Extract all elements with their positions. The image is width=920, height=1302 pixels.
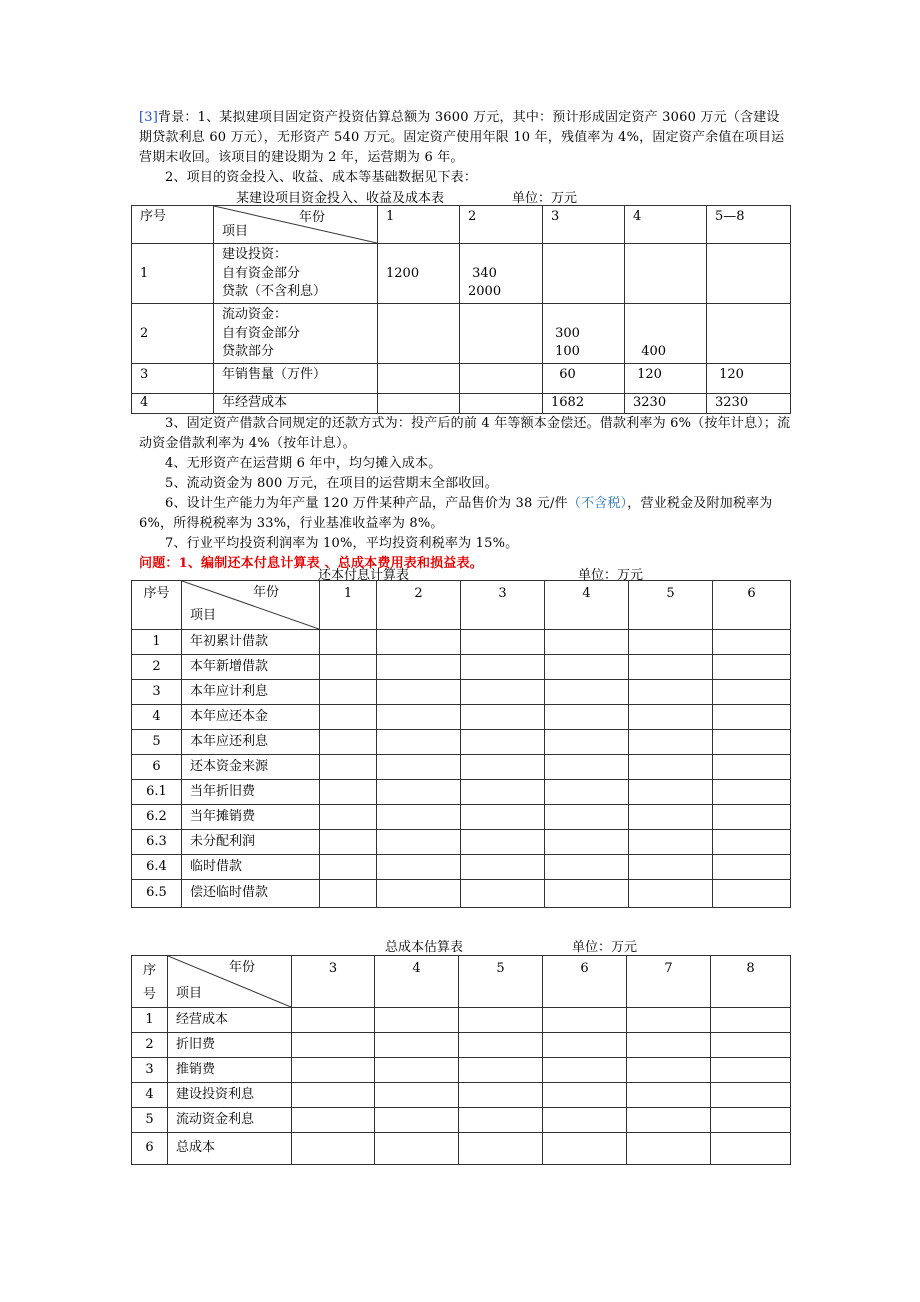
- value-cell[interactable]: [713, 630, 791, 655]
- value-cell[interactable]: [461, 805, 545, 830]
- value-cell[interactable]: [320, 705, 377, 730]
- question: 问题：1、编制还本付息计算表 、总成本费用表和损益表。: [139, 556, 483, 571]
- table-row: [132, 830, 791, 855]
- table-header-row: [132, 206, 791, 244]
- row-seq: 2: [132, 655, 182, 680]
- row-seq: 3: [132, 1058, 168, 1083]
- value-cell[interactable]: [320, 880, 377, 908]
- value-cell: [378, 364, 460, 394]
- value-cell[interactable]: [545, 730, 629, 755]
- header-year: 3: [292, 956, 375, 1008]
- table-row: [132, 805, 791, 830]
- value-cell: 3230: [707, 394, 791, 414]
- row-item: 年销售量（万件）: [214, 364, 378, 394]
- table-row: [132, 304, 791, 364]
- value-cell[interactable]: [629, 655, 713, 680]
- note-3: 3、固定资产借款合同规定的还款方式为：投产后的前 4 年等额本金偿还。借款利率为 6%（按年计息）；流动资金借款利率为 4%（按年计息）。: [139, 416, 791, 451]
- value-cell[interactable]: [459, 1133, 543, 1165]
- table1-title: 某建设项目资金投入、收益及成本表: [236, 191, 445, 206]
- value-cell[interactable]: [461, 630, 545, 655]
- value-cell[interactable]: [377, 630, 461, 655]
- header-seq: 序号: [132, 206, 214, 244]
- value-cell[interactable]: [320, 780, 377, 805]
- value-cell[interactable]: [377, 830, 461, 855]
- row-item: [214, 244, 378, 304]
- value-cell[interactable]: [459, 1083, 543, 1108]
- row-item: 年经营成本: [214, 394, 378, 414]
- note-6-text: 6、设计生产能力为年产量 120 万件某种产品，产品售价为 38 元/件: [165, 496, 568, 511]
- value-cell[interactable]: [545, 705, 629, 730]
- header-item-label: 项目: [190, 607, 217, 623]
- value-cell[interactable]: [629, 805, 713, 830]
- value-cell: 1682: [543, 394, 625, 414]
- value-cell: 300 100: [543, 304, 625, 364]
- row-item: 当年折旧费: [182, 780, 320, 805]
- table-row: [132, 394, 791, 414]
- value-cell[interactable]: [377, 805, 461, 830]
- value-cell: 60: [543, 364, 625, 394]
- value-cell: 1200: [378, 244, 460, 304]
- table3-title: 总成本估算表: [385, 940, 464, 955]
- table-row: [132, 1108, 791, 1133]
- background-paragraph: [139, 108, 791, 168]
- row-seq: 4: [132, 394, 214, 414]
- row-item: 本年应计利息: [182, 680, 320, 705]
- header-year-label: 年份: [298, 210, 325, 225]
- value-cell[interactable]: [375, 1008, 459, 1033]
- row-item: 临时借款: [182, 855, 320, 880]
- value-cell[interactable]: [713, 655, 791, 680]
- header-year: 7: [627, 956, 711, 1008]
- value-cell[interactable]: [292, 1108, 375, 1133]
- value-cell[interactable]: [320, 855, 377, 880]
- header-year: 4: [545, 581, 629, 630]
- row-seq: 1: [132, 1008, 168, 1033]
- value-cell[interactable]: [713, 755, 791, 780]
- value-cell[interactable]: [375, 1133, 459, 1165]
- background-item-1: 1、某拟建项目固定资产投资估算总额为 3600 万元，其中：预计形成固定资产 3060 万元（含建设期贷款利息 60 万元），无形资产 540 万元。固定资产使用年限 10 年，残值率为 4%，固定资产余值在项目运营期末收回。该项目的建设期为 2 年，运营期为 6 年。: [139, 110, 785, 165]
- value-cell: [378, 394, 460, 414]
- note-6: [139, 494, 791, 534]
- table-row: [132, 780, 791, 805]
- row-item: 推销费: [168, 1058, 292, 1083]
- header-item-label: 项目: [176, 985, 203, 1001]
- row-item: 流动资金利息: [168, 1108, 292, 1133]
- value-cell[interactable]: [292, 1058, 375, 1083]
- value-cell[interactable]: [545, 880, 629, 908]
- value-cell: [543, 244, 625, 304]
- value-cell[interactable]: [713, 730, 791, 755]
- value-cell: [460, 304, 543, 364]
- row-seq: 5: [132, 730, 182, 755]
- value-cell[interactable]: [320, 730, 377, 755]
- value-cell: 120: [707, 364, 791, 394]
- value-cell[interactable]: [543, 1083, 627, 1108]
- background-label: 背景：: [158, 110, 198, 125]
- value-cell[interactable]: [459, 1108, 543, 1133]
- row-seq: 1: [132, 244, 214, 304]
- value-cell[interactable]: [711, 1133, 791, 1165]
- row-seq: 6.2: [132, 805, 182, 830]
- value-cell[interactable]: [461, 705, 545, 730]
- table-row: [132, 244, 791, 304]
- value-cell[interactable]: [459, 1033, 543, 1058]
- value-cell: 120: [625, 364, 707, 394]
- value-cell[interactable]: [545, 780, 629, 805]
- row-item: 总成本: [168, 1133, 292, 1165]
- value-cell[interactable]: [545, 755, 629, 780]
- item-line: 自有资金部分: [222, 265, 301, 281]
- row-seq: 3: [132, 364, 214, 394]
- repayment-table: [131, 580, 791, 908]
- value-cell[interactable]: [320, 680, 377, 705]
- header-year: 2: [377, 581, 461, 630]
- table-row: [132, 730, 791, 755]
- value-cell: [460, 394, 543, 414]
- row-item: 经营成本: [168, 1008, 292, 1033]
- table-header-row: [132, 581, 791, 630]
- value-cell: [625, 244, 707, 304]
- table-row: [132, 1058, 791, 1083]
- header-year: 4: [625, 206, 707, 244]
- value-cell[interactable]: [292, 1008, 375, 1033]
- row-item: 建设投资利息: [168, 1083, 292, 1108]
- row-item: 还本资金来源: [182, 755, 320, 780]
- row-seq: 5: [132, 1108, 168, 1133]
- value-cell[interactable]: [461, 780, 545, 805]
- value-cell[interactable]: [627, 1008, 711, 1033]
- value-cell: [707, 244, 791, 304]
- value-cell[interactable]: [377, 880, 461, 908]
- value-cell[interactable]: [543, 1008, 627, 1033]
- value-cell[interactable]: [711, 1033, 791, 1058]
- table-row: [132, 755, 791, 780]
- value-cell[interactable]: [543, 1033, 627, 1058]
- value-cell[interactable]: [292, 1133, 375, 1165]
- value-cell[interactable]: [711, 1108, 791, 1133]
- value-cell[interactable]: [629, 880, 713, 908]
- table1-unit: 单位：万元: [512, 191, 578, 206]
- row-item: [214, 304, 378, 364]
- value-cell[interactable]: [629, 755, 713, 780]
- item-line: 建设投资：: [222, 247, 288, 262]
- value-cell[interactable]: [713, 855, 791, 880]
- header-year-label: 年份: [228, 960, 255, 975]
- table-row: [132, 855, 791, 880]
- table-row: [132, 630, 791, 655]
- note-5: 5、流动资金为 800 万元，在项目的运营期末全部收回。: [165, 476, 498, 491]
- value-cell[interactable]: [629, 630, 713, 655]
- row-seq: 4: [132, 705, 182, 730]
- value-cell: 400: [625, 304, 707, 364]
- row-item: 年初累计借款: [182, 630, 320, 655]
- row-seq: 6: [132, 1133, 168, 1165]
- value-cell[interactable]: [713, 780, 791, 805]
- value-cell[interactable]: [375, 1033, 459, 1058]
- header-year: 8: [711, 956, 791, 1008]
- row-seq: 6.5: [132, 880, 182, 908]
- value-cell[interactable]: [545, 655, 629, 680]
- table-row: [132, 1008, 791, 1033]
- value-cell[interactable]: [627, 1083, 711, 1108]
- value-cell[interactable]: [320, 630, 377, 655]
- value-cell[interactable]: [375, 1083, 459, 1108]
- row-item: 未分配利润: [182, 830, 320, 855]
- row-seq: 2: [132, 1033, 168, 1058]
- header-year: 2: [460, 206, 543, 244]
- value-cell[interactable]: [713, 680, 791, 705]
- row-seq: 4: [132, 1083, 168, 1108]
- value-cell: [707, 304, 791, 364]
- value-cell[interactable]: [377, 780, 461, 805]
- value-cell[interactable]: [629, 830, 713, 855]
- value-cell[interactable]: [375, 1108, 459, 1133]
- value-cell[interactable]: [713, 805, 791, 830]
- value-cell[interactable]: [375, 1058, 459, 1083]
- table2-title: 还本付息计算表: [318, 568, 410, 583]
- value-cell[interactable]: [629, 680, 713, 705]
- header-diagonal-cell: [214, 206, 378, 244]
- value-cell[interactable]: [543, 1108, 627, 1133]
- value-cell[interactable]: [629, 730, 713, 755]
- item-line: 贷款部分: [222, 344, 275, 359]
- value-cell: 340 2000: [460, 244, 543, 304]
- header-diagonal-cell: [168, 956, 292, 1008]
- background-item-2: 2、项目的资金投入、收益、成本等基础数据见下表：: [165, 170, 478, 185]
- value-cell[interactable]: [377, 730, 461, 755]
- row-item: 本年应还本金: [182, 705, 320, 730]
- value-cell[interactable]: [377, 755, 461, 780]
- note-6-text: ，营业税金及附加税率为 6%，所得税税率为 33%，行业基准收益率为 8%。: [139, 496, 773, 531]
- value-cell[interactable]: [459, 1008, 543, 1033]
- value-cell[interactable]: [627, 1133, 711, 1165]
- row-seq: 2: [132, 304, 214, 364]
- value-cell[interactable]: [461, 655, 545, 680]
- note-7: 7、行业平均投资利润率为 10%，平均投资利税率为 15%。: [165, 536, 519, 551]
- note-4: 4、无形资产在运营期 6 年中，均匀摊入成本。: [165, 456, 442, 471]
- value-cell[interactable]: [627, 1058, 711, 1083]
- value-cell[interactable]: [627, 1108, 711, 1133]
- row-seq: 3: [132, 680, 182, 705]
- table-row: [132, 1133, 791, 1165]
- value-cell[interactable]: [545, 855, 629, 880]
- tax-note-highlight: （不含税）: [567, 496, 628, 511]
- row-seq: 1: [132, 630, 182, 655]
- item-line: 自有资金部分: [222, 325, 301, 341]
- table-row: [132, 364, 791, 394]
- value-cell[interactable]: [543, 1058, 627, 1083]
- value-cell[interactable]: [713, 830, 791, 855]
- value-cell[interactable]: [545, 630, 629, 655]
- row-seq: 6.1: [132, 780, 182, 805]
- value-cell[interactable]: [377, 680, 461, 705]
- value-cell[interactable]: [711, 1058, 791, 1083]
- value-cell[interactable]: [459, 1058, 543, 1083]
- value-cell[interactable]: [320, 655, 377, 680]
- reference-link[interactable]: [3]: [139, 110, 159, 125]
- header-year: 6: [713, 581, 791, 630]
- row-item: 折旧费: [168, 1033, 292, 1058]
- item-line: 流动资金：: [222, 307, 288, 322]
- header-seq: 序号: [132, 581, 182, 630]
- header-year-label: 年份: [252, 585, 279, 600]
- row-seq: 6: [132, 755, 182, 780]
- table3-unit: 单位：万元: [572, 940, 638, 955]
- header-year: 5—8: [707, 206, 791, 244]
- header-diagonal-cell: [182, 581, 320, 630]
- row-item: 偿还临时借款: [182, 880, 320, 908]
- value-cell[interactable]: [711, 1083, 791, 1108]
- header-year: 6: [543, 956, 627, 1008]
- value-cell[interactable]: [461, 830, 545, 855]
- investment-table: [131, 205, 791, 414]
- value-cell[interactable]: [713, 880, 791, 908]
- table-row: [132, 880, 791, 908]
- value-cell[interactable]: [629, 780, 713, 805]
- value-cell[interactable]: [545, 830, 629, 855]
- value-cell[interactable]: [461, 855, 545, 880]
- value-cell[interactable]: [461, 680, 545, 705]
- value-cell[interactable]: [545, 680, 629, 705]
- value-cell: [460, 364, 543, 394]
- header-year: 3: [461, 581, 545, 630]
- item-line: 贷款（不含利息）: [222, 284, 327, 299]
- header-year: 4: [375, 956, 459, 1008]
- table-row: [132, 655, 791, 680]
- value-cell[interactable]: [461, 730, 545, 755]
- value-cell[interactable]: [292, 1033, 375, 1058]
- value-cell[interactable]: [320, 805, 377, 830]
- value-cell: [378, 304, 460, 364]
- value-cell[interactable]: [320, 755, 377, 780]
- header-item-label: 项目: [222, 223, 249, 239]
- row-item: 本年应还利息: [182, 730, 320, 755]
- value-cell[interactable]: [629, 705, 713, 730]
- value-cell[interactable]: [377, 655, 461, 680]
- row-item: 本年新增借款: [182, 655, 320, 680]
- total-cost-table: [131, 955, 791, 1165]
- value-cell[interactable]: [292, 1083, 375, 1108]
- value-cell[interactable]: [461, 755, 545, 780]
- value-cell[interactable]: [377, 705, 461, 730]
- value-cell[interactable]: [629, 855, 713, 880]
- value-cell: 3230: [625, 394, 707, 414]
- header-year: 5: [459, 956, 543, 1008]
- table2-unit: 单位：万元: [578, 568, 644, 583]
- value-cell[interactable]: [545, 805, 629, 830]
- value-cell[interactable]: [320, 830, 377, 855]
- header-year: 3: [543, 206, 625, 244]
- table-row: [132, 705, 791, 730]
- table-row: [132, 1033, 791, 1058]
- value-cell[interactable]: [461, 880, 545, 908]
- value-cell[interactable]: [627, 1033, 711, 1058]
- value-cell[interactable]: [543, 1133, 627, 1165]
- row-seq: 6.3: [132, 830, 182, 855]
- value-cell[interactable]: [713, 705, 791, 730]
- row-item: 当年摊销费: [182, 805, 320, 830]
- header-year: 5: [629, 581, 713, 630]
- value-cell[interactable]: [711, 1008, 791, 1033]
- header-year: 1: [378, 206, 460, 244]
- row-seq: 6.4: [132, 855, 182, 880]
- table-row: [132, 1083, 791, 1108]
- table-row: [132, 680, 791, 705]
- table-header-row: [132, 956, 791, 1008]
- header-year: 1: [320, 581, 377, 630]
- value-cell[interactable]: [377, 855, 461, 880]
- header-seq: 序 号: [132, 956, 168, 1008]
